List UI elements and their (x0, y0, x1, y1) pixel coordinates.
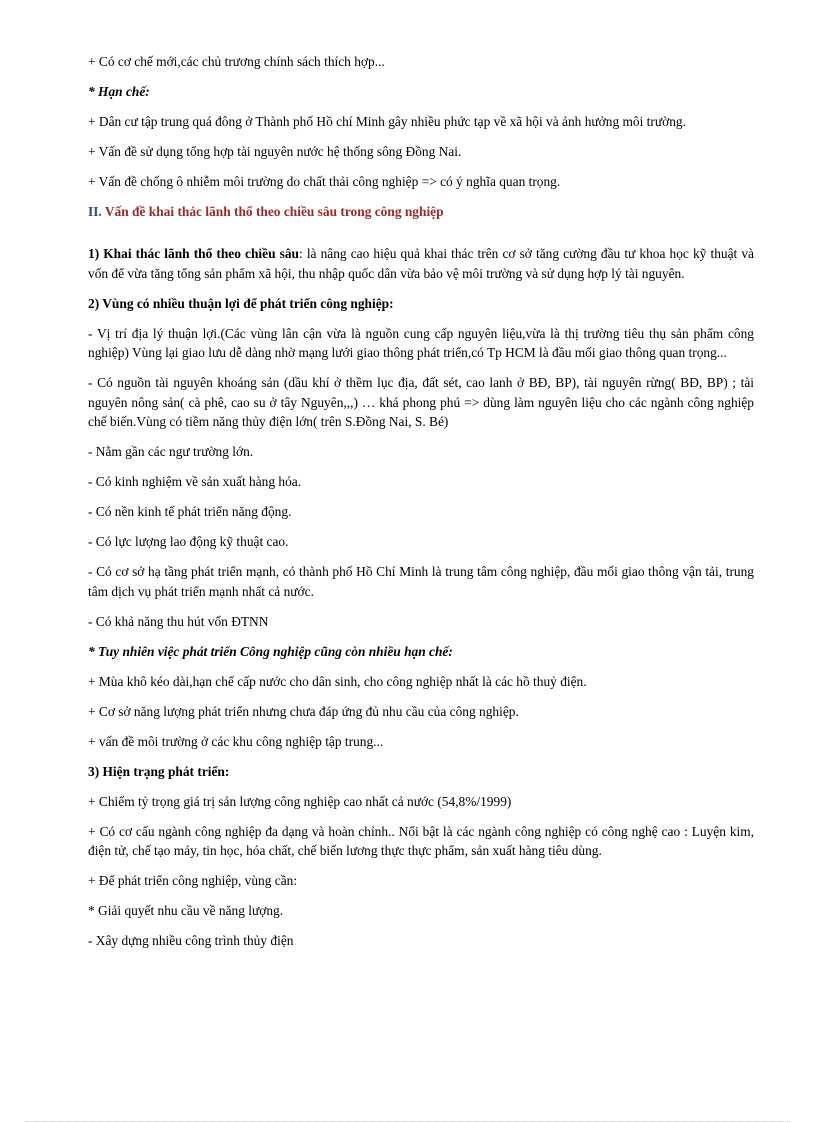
section-2-number: II. (88, 204, 102, 219)
list-item: + vấn đề môi trường ở các khu công nghiệp tập trung... (88, 733, 384, 749)
subsection-2-heading: 2) Vùng có nhiều thuận lợi để phát triển công nghiệp: (88, 295, 394, 311)
section-2-title: Vấn đề khai thác lãnh thổ theo chiều sâu trong công nghiệp (101, 204, 444, 219)
list-item: - Có khả năng thu hút vốn ĐTNN (88, 613, 269, 629)
list-item: + Cơ sở năng lượng phát triển nhưng chưa đáp ứng đủ nhu cầu của công nghiệp. (88, 703, 519, 719)
document-page (88, 52, 754, 961)
subsection-1 (88, 244, 754, 283)
list-item: * Giải quyết nhu cầu về năng lượng. (88, 903, 284, 918)
page-bottom-divider (26, 1121, 790, 1122)
list-item: + Có cơ cấu ngành công nghiệp đa dạng và hoàn chỉnh.. Nổi bật là các ngành công nghiệp có công nghệ cao : Luyện kim, điện tử, chế tạo máy, tin học, hóa chất, chế biến lương thực thực phẩm, sản xuất hàng tiêu dùng. (88, 823, 754, 858)
list-item: - Có kinh nghiệm về sản xuất hàng hóa. (88, 474, 302, 489)
list-item: - Nằm gần các ngư trường lớn. (88, 444, 254, 459)
list-item: + Để phát triển công nghiệp, vùng cần: (88, 873, 298, 888)
water-resource-line: + Vấn đề sử dụng tổng hợp tài nguyên nước hệ thống sông Đồng Nai. (88, 144, 462, 159)
industry-limits-heading: * Tuy nhiên việc phát triển Công nghiệp cũng còn nhiều hạn chế: (88, 643, 453, 659)
list-item: + Mùa khô kéo dài,hạn chế cấp nước cho dân sinh, cho công nghiệp nhất là các hồ thuỷ điện. (88, 673, 587, 689)
list-item: - Có cơ sở hạ tầng phát triển mạnh, có thành phố Hồ Chí Minh là trung tâm công nghiệp, đầu mối giao thông vận tải, trung tâm dịch vụ phát triển mạnh nhất cả nước. (88, 564, 754, 599)
limitations-heading: * Hạn chế: (88, 84, 150, 99)
pollution-line: + Vấn đề chống ô nhiễm môi trường do chất thải công nghiệp => có ý nghĩa quan trọng. (88, 174, 561, 189)
subsection-1-heading: 1) Khai thác lãnh thổ theo chiều sâu (88, 246, 299, 261)
list-item: - Có lực lượng lao động kỹ thuật cao. (88, 534, 289, 549)
spacer (88, 232, 754, 244)
list-item: - Có nền kinh tế phát triển năng động. (88, 504, 292, 519)
subsection-3-heading: 3) Hiện trạng phát triển: (88, 763, 230, 779)
population-line: + Dân cư tập trung quá đông ở Thành phố Hồ chí Minh gây nhiều phức tạp về xã hội và ảnh hưởng môi trường. (88, 114, 686, 129)
section-2-heading (88, 202, 754, 222)
list-item: - Xây dựng nhiều công trình thủy điện (88, 933, 294, 948)
policy-line: + Có cơ chế mới,các chủ trương chính sách thích hợp... (88, 54, 385, 69)
list-item: - Vị trí địa lý thuận lợi.(Các vùng lân cận vừa là nguồn cung cấp nguyên liệu,vừa là thị trường tiêu thụ sản phẩm công nghiệp) Vùng lại giao lưu dễ dàng nhờ mạng lưới giao thông phát triển,có Tp HCM là đầu mối giao thông quan trọng... (88, 325, 754, 360)
list-item: + Chiếm tỷ trọng giá trị sản lượng công nghiệp cao nhất cả nước (54,8%/1999) (88, 793, 512, 809)
list-item: - Có nguồn tài nguyên khoáng sản (dầu khí ở thềm lục địa, đất sét, cao lanh ở BĐ, BP), tài nguyên rừng( BĐ, BP) ; tài nguyên nông sản( cà phê, cao su ở tây Nguyên,,,) … khá phong phú => dùng làm nguyên liệu cho các ngành công nghiệp chế biến.Vùng có tiềm năng thủy điện lớn( trên S.Đồng Nai, S. Bé) (88, 375, 754, 429)
subsection-1-text: : là nâng cao hiệu quả khai thác trên cơ sở tăng cường đầu tư khoa học kỹ thuật và vốn để vừa tăng tổng sản phẩm xã hội, thu nhập quốc dân vừa bảo vệ môi trường và sử dụng hợp lý tài nguyên. (88, 246, 754, 281)
